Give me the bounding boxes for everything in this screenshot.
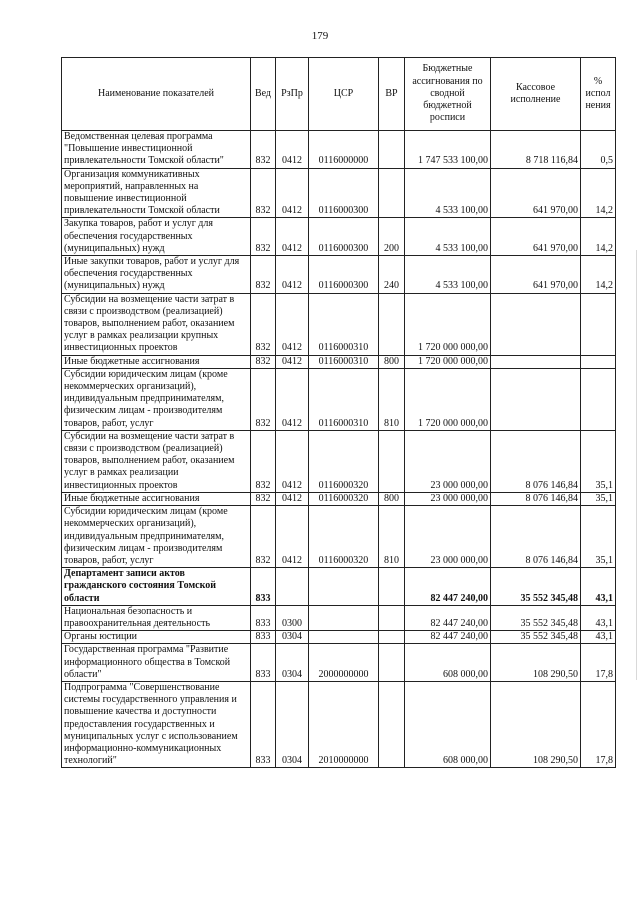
cell-ved: 833 <box>251 605 276 630</box>
cell-ved: 832 <box>251 506 276 568</box>
cell-csr: 0116000320 <box>309 506 379 568</box>
page-number: 179 <box>311 30 329 42</box>
cell-csr <box>309 568 379 606</box>
cell-vr <box>379 568 405 606</box>
cell-rzpr: 0304 <box>276 644 309 682</box>
cell-csr <box>309 631 379 644</box>
cell-name: Иные бюджетные ассигнования <box>62 492 251 505</box>
cell-name: Иные бюджетные ассигнования <box>62 355 251 368</box>
table-row <box>62 256 616 294</box>
cell-pct: 14,2 <box>581 256 616 294</box>
cell-cash: 641 970,00 <box>491 168 581 218</box>
table-row <box>62 218 616 256</box>
cell-budget: 82 447 240,00 <box>405 631 491 644</box>
cell-pct: 35,1 <box>581 492 616 505</box>
header-rzpr: РзПр <box>276 58 309 131</box>
cell-csr: 2010000000 <box>309 681 379 767</box>
cell-rzpr: 0412 <box>276 131 309 169</box>
cell-pct <box>581 293 616 355</box>
cell-name: Иные закупки товаров, работ и услуг для обеспечения государственных (муниципальных) нужд <box>62 256 251 294</box>
cell-budget: 4 533 100,00 <box>405 256 491 294</box>
table-row <box>62 631 616 644</box>
cell-budget: 608 000,00 <box>405 644 491 682</box>
cell-csr: 0116000310 <box>309 293 379 355</box>
cell-pct: 0,5 <box>581 131 616 169</box>
cell-csr <box>309 605 379 630</box>
cell-csr: 0116000310 <box>309 355 379 368</box>
cell-name: Департамент записи актов гражданского состояния Томской области <box>62 568 251 606</box>
cell-pct: 14,2 <box>581 218 616 256</box>
cell-pct: 43,1 <box>581 631 616 644</box>
cell-ved: 832 <box>251 218 276 256</box>
cell-vr <box>379 430 405 492</box>
cell-budget: 608 000,00 <box>405 681 491 767</box>
cell-csr: 2000000000 <box>309 644 379 682</box>
cell-rzpr: 0412 <box>276 293 309 355</box>
cell-vr <box>379 131 405 169</box>
header-csr: ЦСР <box>309 58 379 131</box>
cell-vr <box>379 293 405 355</box>
cell-name: Субсидии юридическим лицам (кроме некоммерческих организаций), индивидуальным предпринимателям, физическим лицам - производителям товаров, работ, услуг <box>62 506 251 568</box>
cell-cash: 641 970,00 <box>491 218 581 256</box>
cell-budget: 23 000 000,00 <box>405 506 491 568</box>
header-cash: Кассовое исполнение <box>491 58 581 131</box>
header-pct: % испол нения <box>581 58 616 131</box>
cell-rzpr: 0412 <box>276 218 309 256</box>
cell-budget: 4 533 100,00 <box>405 218 491 256</box>
cell-budget: 1 720 000 000,00 <box>405 368 491 430</box>
cell-ved: 832 <box>251 492 276 505</box>
cell-ved: 833 <box>251 631 276 644</box>
cell-ved: 832 <box>251 293 276 355</box>
table-row <box>62 368 616 430</box>
cell-pct: 35,1 <box>581 430 616 492</box>
header-name: Наименование показателей <box>62 58 251 131</box>
cell-ved: 833 <box>251 644 276 682</box>
table-row <box>62 506 616 568</box>
table-header-row <box>62 58 616 131</box>
cell-budget: 4 533 100,00 <box>405 168 491 218</box>
cell-vr: 810 <box>379 506 405 568</box>
cell-rzpr: 0412 <box>276 506 309 568</box>
cell-budget: 1 747 533 100,00 <box>405 131 491 169</box>
table-row <box>62 644 616 682</box>
cell-csr: 0116000310 <box>309 368 379 430</box>
cell-vr: 800 <box>379 492 405 505</box>
cell-budget: 23 000 000,00 <box>405 492 491 505</box>
table-row <box>62 131 616 169</box>
cell-csr: 0116000320 <box>309 492 379 505</box>
cell-name: Ведомственная целевая программа "Повышение инвестиционной привлекательности Томской области" <box>62 131 251 169</box>
cell-budget: 1 720 000 000,00 <box>405 355 491 368</box>
cell-pct: 35,1 <box>581 506 616 568</box>
header-budget: Бюджетные ассигнования по сводной бюджетной росписи <box>405 58 491 131</box>
cell-name: Субсидии на возмещение части затрат в связи с производством (реализацией) товаров, выполнением работ, оказанием услуг в рамках реализации инвестиционных проектов <box>62 430 251 492</box>
cell-vr: 800 <box>379 355 405 368</box>
cell-vr <box>379 681 405 767</box>
cell-rzpr: 0304 <box>276 631 309 644</box>
table-row <box>62 568 616 606</box>
cell-cash: 35 552 345,48 <box>491 568 581 606</box>
cell-rzpr: 0412 <box>276 168 309 218</box>
cell-vr <box>379 644 405 682</box>
budget-execution-table <box>61 57 616 768</box>
cell-ved: 832 <box>251 368 276 430</box>
header-vr: ВР <box>379 58 405 131</box>
cell-cash: 108 290,50 <box>491 644 581 682</box>
cell-cash: 8 076 146,84 <box>491 492 581 505</box>
cell-name: Государственная программа "Развитие информационного общества в Томской области" <box>62 644 251 682</box>
cell-name: Организация коммуникативных мероприятий, направленных на повышение инвестиционной привлекательности Томской области <box>62 168 251 218</box>
cell-pct: 43,1 <box>581 605 616 630</box>
cell-budget: 1 720 000 000,00 <box>405 293 491 355</box>
table-row <box>62 168 616 218</box>
table-row <box>62 492 616 505</box>
cell-budget: 23 000 000,00 <box>405 430 491 492</box>
cell-cash <box>491 368 581 430</box>
cell-cash <box>491 355 581 368</box>
cell-name: Субсидии на возмещение части затрат в связи с производством (реализацией) товаров, выполнением работ, оказанием услуг в рамках реализации крупных инвестиционных проектов <box>62 293 251 355</box>
cell-cash: 35 552 345,48 <box>491 631 581 644</box>
cell-ved: 832 <box>251 168 276 218</box>
cell-pct: 43,1 <box>581 568 616 606</box>
cell-ved: 833 <box>251 568 276 606</box>
cell-name: Субсидии юридическим лицам (кроме некоммерческих организаций), индивидуальным предпринимателям, физическим лицам - производителям товаров, работ, услуг <box>62 368 251 430</box>
cell-ved: 832 <box>251 355 276 368</box>
cell-rzpr: 0412 <box>276 368 309 430</box>
cell-budget: 82 447 240,00 <box>405 568 491 606</box>
cell-cash: 641 970,00 <box>491 256 581 294</box>
cell-budget: 82 447 240,00 <box>405 605 491 630</box>
cell-csr: 0116000300 <box>309 256 379 294</box>
cell-ved: 832 <box>251 131 276 169</box>
cell-vr: 240 <box>379 256 405 294</box>
cell-pct: 17,8 <box>581 681 616 767</box>
cell-vr: 200 <box>379 218 405 256</box>
cell-csr: 0116000300 <box>309 218 379 256</box>
cell-cash: 35 552 345,48 <box>491 605 581 630</box>
cell-name: Закупка товаров, работ и услуг для обеспечения государственных (муниципальных) нужд <box>62 218 251 256</box>
cell-rzpr: 0412 <box>276 492 309 505</box>
cell-csr: 0116000300 <box>309 168 379 218</box>
table-body <box>62 131 616 768</box>
cell-vr <box>379 168 405 218</box>
table-row <box>62 293 616 355</box>
cell-rzpr: 0300 <box>276 605 309 630</box>
header-ved: Вед <box>251 58 276 131</box>
cell-pct <box>581 355 616 368</box>
cell-rzpr: 0412 <box>276 256 309 294</box>
cell-cash: 8 076 146,84 <box>491 506 581 568</box>
cell-rzpr: 0412 <box>276 355 309 368</box>
cell-csr: 0116000000 <box>309 131 379 169</box>
cell-cash: 8 718 116,84 <box>491 131 581 169</box>
cell-pct: 14,2 <box>581 168 616 218</box>
cell-pct <box>581 368 616 430</box>
table-row <box>62 605 616 630</box>
cell-ved: 833 <box>251 681 276 767</box>
cell-rzpr: 0304 <box>276 681 309 767</box>
table-row <box>62 355 616 368</box>
cell-rzpr: 0412 <box>276 430 309 492</box>
cell-rzpr <box>276 568 309 606</box>
scan-edge-line <box>636 250 637 680</box>
cell-csr: 0116000320 <box>309 430 379 492</box>
cell-pct: 17,8 <box>581 644 616 682</box>
cell-vr <box>379 631 405 644</box>
cell-cash: 8 076 146,84 <box>491 430 581 492</box>
table-row <box>62 681 616 767</box>
cell-cash <box>491 293 581 355</box>
cell-name: Национальная безопасность и правоохранительная деятельность <box>62 605 251 630</box>
cell-ved: 832 <box>251 430 276 492</box>
cell-cash: 108 290,50 <box>491 681 581 767</box>
cell-name: Органы юстиции <box>62 631 251 644</box>
cell-ved: 832 <box>251 256 276 294</box>
cell-name: Подпрограмма "Совершенствование системы государственного управления и повышение качества и доступности предоставления государственных и муниципальных услуг с использованием информационно-коммуникационных технологий" <box>62 681 251 767</box>
cell-vr: 810 <box>379 368 405 430</box>
table-row <box>62 430 616 492</box>
cell-vr <box>379 605 405 630</box>
